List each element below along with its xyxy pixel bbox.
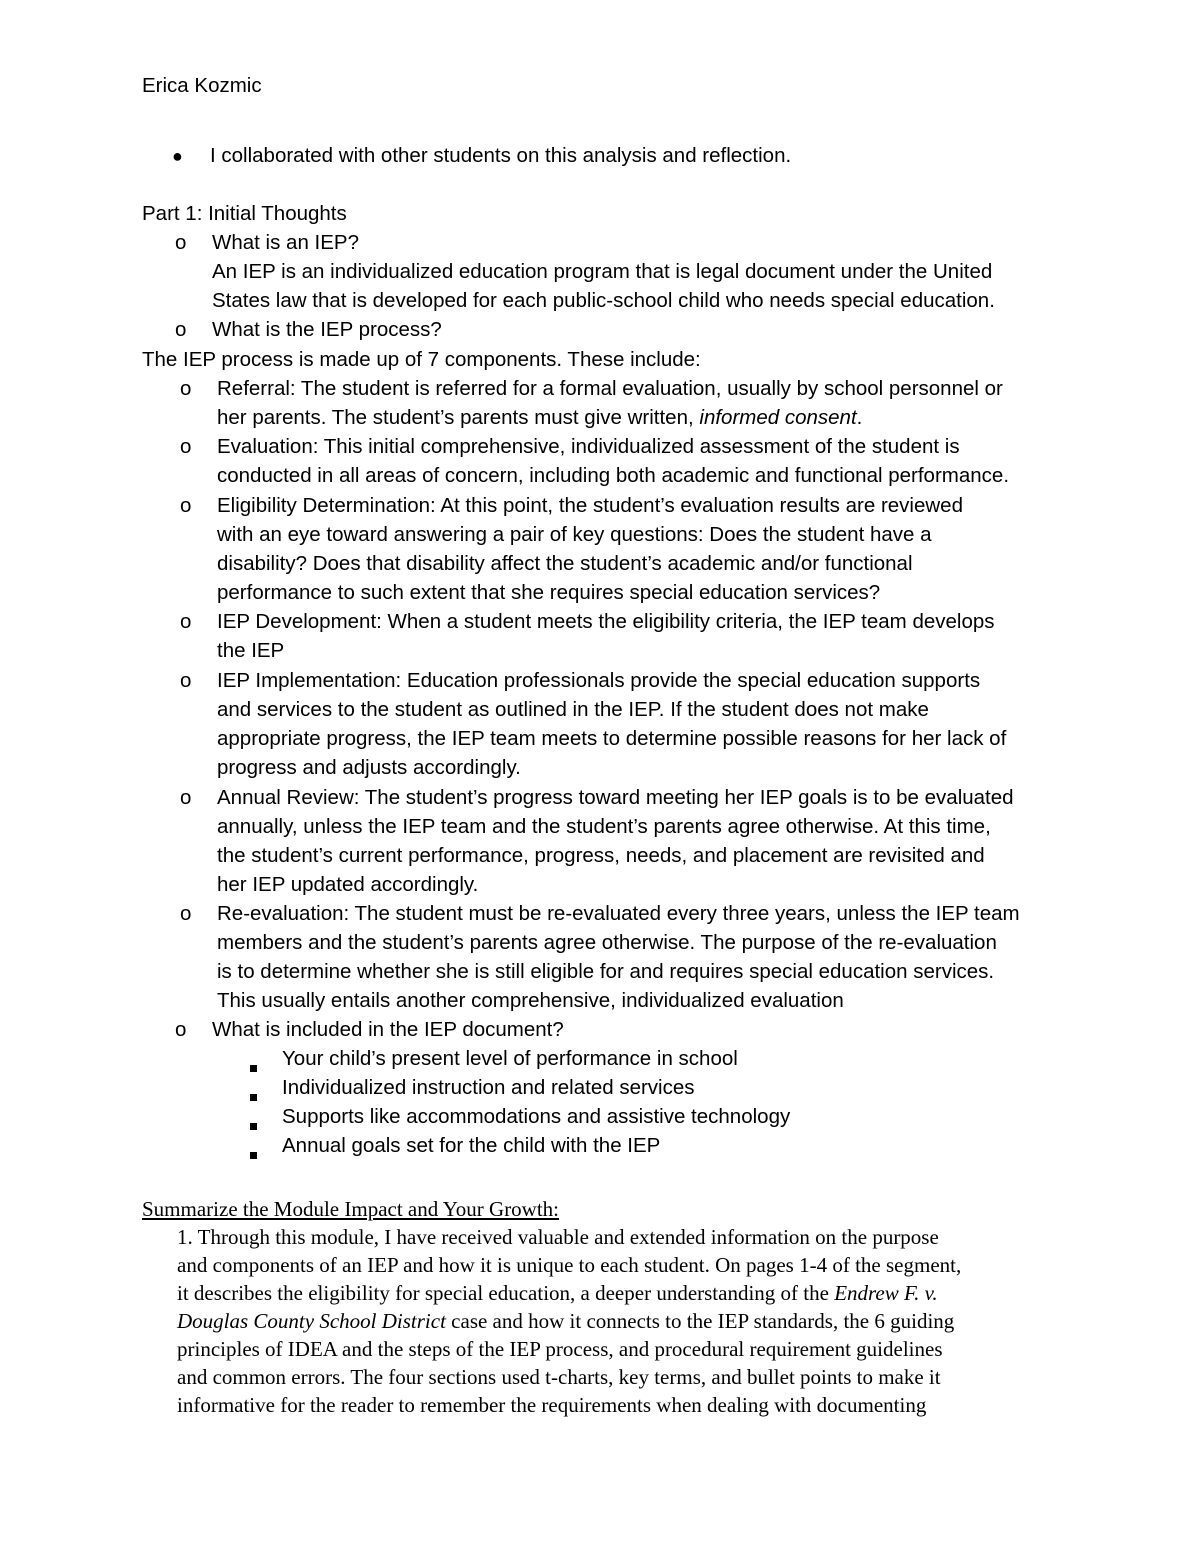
component-eligibility-line: Eligibility Determination: At this point, the student’s evaluation results are reviewed (217, 494, 963, 517)
square-bullet-icon (250, 1054, 257, 1082)
component-reevaluation-line: members and the student’s parents agree otherwise. The purpose of the re-evaluation (217, 931, 997, 954)
question-what-is-iep: What is an IEP? (212, 231, 359, 254)
component-reevaluation-line: is to determine whether she is still eligible for and requires special education services. (217, 960, 995, 983)
component-referral-line: Referral: The student is referred for a formal evaluation, usually by school personnel or (217, 377, 1003, 400)
summary-paragraph-line: informative for the reader to remember the requirements when dealing with documenting (177, 1393, 927, 1417)
process-intro: The IEP process is made up of 7 components. These include: (142, 348, 701, 371)
summary-paragraph-line: and common errors. The four sections used t-charts, key terms, and bullet points to make it (177, 1365, 941, 1389)
square-bullet-icon (250, 1141, 257, 1169)
informed-consent-term: informed consent (699, 406, 857, 429)
component-reevaluation-line: This usually entails another comprehensive, individualized evaluation (217, 989, 844, 1012)
author-name: Erica Kozmic (142, 74, 262, 97)
answer-line: An IEP is an individualized education program that is legal document under the United (212, 260, 993, 283)
question-iep-document: What is included in the IEP document? (212, 1018, 564, 1041)
question-iep-process: What is the IEP process? (212, 318, 442, 341)
answer-line: States law that is developed for each public-school child who needs special education. (212, 289, 995, 312)
component-evaluation-line: Evaluation: This initial comprehensive, individualized assessment of the student is (217, 435, 960, 458)
case-name-italic: Endrew F. v. (834, 1281, 938, 1305)
case-name-italic: Douglas County School District (177, 1309, 446, 1333)
component-implementation-line: progress and adjusts accordingly. (217, 756, 521, 779)
summary-paragraph-line: and components of an IEP and how it is unique to each student. On pages 1-4 of the segment, (177, 1253, 962, 1277)
circle-bullet-icon: o (175, 231, 187, 254)
circle-bullet-icon: o (175, 318, 187, 341)
document-item: Annual goals set for the child with the IEP (282, 1134, 661, 1157)
document-item: Individualized instruction and related services (282, 1076, 695, 1099)
component-development-line: IEP Development: When a student meets the eligibility criteria, the IEP team develops (217, 610, 995, 633)
component-development-line: the IEP (217, 639, 285, 662)
component-annual-review-line: annually, unless the IEP team and the student’s parents agree otherwise. At this time, (217, 815, 991, 838)
circle-bullet-icon: o (180, 902, 192, 925)
circle-bullet-icon: o (180, 435, 192, 458)
circle-bullet-icon: o (175, 1018, 187, 1041)
summary-paragraph-line: it describes the eligibility for special education, a deeper understanding of the Endrew F. v. (177, 1281, 938, 1305)
circle-bullet-icon: o (180, 377, 192, 400)
circle-bullet-icon: o (180, 610, 192, 633)
component-annual-review-line: the student’s current performance, progress, needs, and placement are revisited and (217, 844, 985, 867)
collab-statement: I collaborated with other students on this analysis and reflection. (210, 144, 792, 167)
part1-heading: Part 1: Initial Thoughts (142, 202, 347, 225)
summary-paragraph-line: Douglas County School District case and how it connects to the IEP standards, the 6 guiding (177, 1309, 955, 1333)
component-annual-review-line: her IEP updated accordingly. (217, 873, 479, 896)
circle-bullet-icon: o (180, 494, 192, 517)
bullet-dot-icon: ● (172, 146, 183, 166)
square-bullet-icon (250, 1112, 257, 1140)
summary-paragraph-line: 1. Through this module, I have received valuable and extended information on the purpose (177, 1225, 939, 1249)
component-referral-line: her parents. The student’s parents must give written, informed consent. (217, 406, 863, 429)
summary-heading: Summarize the Module Impact and Your Growth: (142, 1197, 560, 1221)
component-eligibility-line: performance to such extent that she requires special education services? (217, 581, 881, 604)
component-eligibility-line: disability? Does that disability affect the student’s academic and/or functional (217, 552, 913, 575)
document-item: Supports like accommodations and assistive technology (282, 1105, 791, 1128)
component-implementation-line: and services to the student as outlined in the IEP. If the student does not make (217, 698, 929, 721)
component-evaluation-line: conducted in all areas of concern, including both academic and functional performance. (217, 464, 1010, 487)
component-reevaluation-line: Re-evaluation: The student must be re-evaluated every three years, unless the IEP team (217, 902, 1020, 925)
component-annual-review-line: Annual Review: The student’s progress toward meeting her IEP goals is to be evaluated (217, 786, 1014, 809)
component-implementation-line: IEP Implementation: Education professionals provide the special education supports (217, 669, 981, 692)
circle-bullet-icon: o (180, 669, 192, 692)
component-implementation-line: appropriate progress, the IEP team meets to determine possible reasons for her lack of (217, 727, 1007, 750)
circle-bullet-icon: o (180, 786, 192, 809)
document-item: Your child’s present level of performance in school (282, 1047, 738, 1070)
square-bullet-icon (250, 1083, 257, 1111)
summary-paragraph-line: principles of IDEA and the steps of the IEP process, and procedural requirement guidelines (177, 1337, 943, 1361)
component-eligibility-line: with an eye toward answering a pair of key questions: Does the student have a (217, 523, 932, 546)
